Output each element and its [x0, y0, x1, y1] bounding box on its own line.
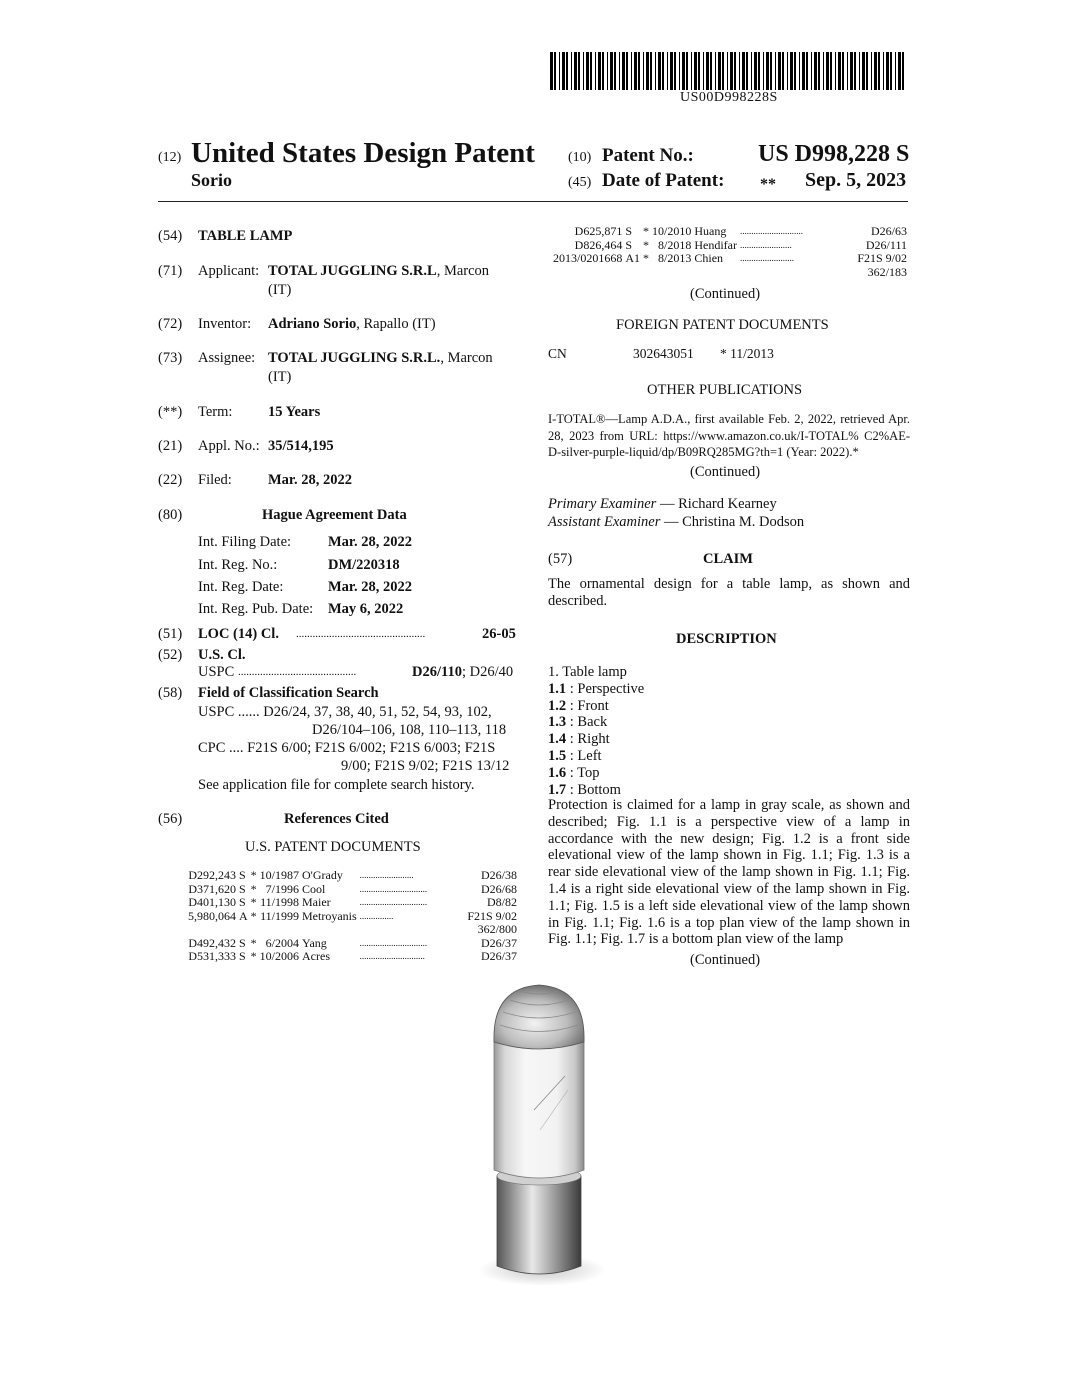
barcode-bar [751, 52, 752, 90]
reference-number: D401,130 [188, 895, 236, 909]
description-title: DESCRIPTION [676, 631, 777, 647]
barcode-bar [718, 52, 721, 90]
reference-number [188, 923, 239, 937]
barcode-bar [550, 52, 553, 90]
description-item-number: 1.3 [548, 714, 567, 731]
barcode-bar [902, 52, 904, 90]
reference-date: 10/2006 [259, 949, 300, 963]
barcode-bar [614, 52, 616, 90]
primary-examiner [548, 495, 777, 513]
barcode-bar [715, 52, 716, 90]
reference-number: 5,980,064 [188, 908, 236, 923]
reference-kind: S [239, 949, 246, 963]
primary-examiner-name: — Richard Kearney [659, 496, 777, 512]
barcode-bar [778, 52, 781, 90]
reference-number: 2013/0201668 [553, 251, 623, 265]
date-mark: ** [760, 176, 776, 193]
barcode-bar [586, 52, 589, 90]
barcode-bar [674, 52, 676, 90]
description-item [548, 782, 644, 799]
barcode-bar [602, 52, 604, 90]
f71-label: Applicant: [198, 263, 260, 279]
assignee-place: , Marcon [440, 350, 493, 366]
barcode-bar [571, 52, 572, 90]
barcode-bar [854, 52, 856, 90]
date-of-patent: Sep. 5, 2023 [805, 169, 907, 191]
barcode-bar [763, 52, 764, 90]
f72-label: Inventor: [198, 316, 252, 332]
reference-kind: S [625, 237, 633, 252]
foreign-country: CN [548, 346, 567, 361]
f72-code: (72) [158, 316, 183, 332]
reference-name: Hendifar [694, 237, 738, 252]
uspc-class [412, 663, 513, 681]
barcode-bar [835, 52, 836, 90]
reference-star [643, 266, 652, 280]
reference-dots: ........................ [359, 870, 414, 880]
barcode-bar [698, 52, 700, 90]
foreign-docs-title: FOREIGN PATENT DOCUMENTS [616, 317, 829, 333]
description-item [548, 731, 644, 748]
f73-label: Assignee: [198, 350, 256, 366]
assignee-country: (IT) [268, 369, 292, 385]
description-item [548, 698, 644, 715]
reference-class: D26/63 [871, 224, 907, 238]
barcode-bar [898, 52, 901, 90]
assignee [268, 349, 493, 367]
barcode-bar [679, 52, 680, 90]
reference-kind: S [239, 868, 246, 882]
us-references-table [188, 869, 520, 964]
barcode-bar [754, 52, 757, 90]
description-item [548, 681, 644, 698]
description-item-text: : Bottom [566, 781, 621, 798]
barcode-bar [631, 52, 632, 90]
reference-date: 8/2018 [658, 237, 692, 252]
description-item-number: 1.2 [548, 697, 567, 714]
uspc-label: USPC [198, 664, 235, 680]
filed-date: Mar. 28, 2022 [268, 472, 353, 488]
barcode-bar [598, 52, 601, 90]
description-item [548, 714, 644, 731]
barcode-bar [742, 52, 745, 90]
reference-name: Metroyanis [302, 908, 357, 923]
reference-class: F21S 9/02 [857, 251, 907, 265]
f58-code: (58) [158, 685, 183, 701]
reference-star: * [250, 895, 257, 909]
reference-dots [360, 923, 468, 937]
f21-label: Appl. No.: [198, 438, 260, 454]
inventor-name: Adriano Sorio [268, 316, 357, 332]
reference-class: D8/82 [487, 895, 517, 909]
f56-code: (56) [158, 811, 183, 827]
barcode-bar [787, 52, 788, 90]
barcode-bar [847, 52, 848, 90]
applicant-country: (IT) [268, 282, 292, 298]
reference-class: 362/183 [867, 264, 907, 279]
barcode-bar [610, 52, 613, 90]
reference-name: Maier [302, 895, 331, 909]
f21-code: (21) [158, 438, 183, 454]
description-item-text: : Back [566, 714, 608, 731]
barcode-bar [818, 52, 820, 90]
reference-row [188, 937, 520, 951]
f71-code: (71) [158, 263, 183, 279]
reference-dots: ............................ [740, 226, 804, 236]
reference-star: * [643, 237, 650, 252]
reference-dots [740, 266, 857, 280]
reference-row [553, 239, 910, 253]
reference-number: D625,871 [574, 224, 623, 238]
claim-code: (57) [548, 551, 573, 567]
hague-label-1: Int. Reg. No.: [198, 557, 278, 573]
barcode-bar [895, 52, 896, 90]
barcode-bar [634, 52, 637, 90]
description-item [548, 664, 644, 681]
barcode-bar [775, 52, 776, 90]
barcode-graphic [548, 52, 910, 90]
uscl-label: U.S. Cl. [198, 647, 246, 663]
description-item-number: 1.5 [548, 747, 567, 764]
barcode-text: US00D998228S [680, 90, 778, 105]
reference-date [652, 266, 694, 280]
reference-row [188, 923, 520, 937]
reference-name [694, 266, 740, 280]
code-10: (10) [568, 150, 592, 165]
reference-kind: S [625, 224, 633, 238]
uspc-class-other: ; D26/40 [461, 664, 514, 680]
search-history-note: See application file for complete search history. [198, 777, 475, 793]
term-label: Term: [198, 404, 233, 420]
barcode-bar [799, 52, 800, 90]
other-publication-text: I-TOTAL®—Lamp A.D.A., first available Feb. 2, 2022, retrieved Apr. 28, 2023 from URL: https://www.amazon.co.uk/I-TOTAL% C2%AE-D-silver-purple-liquid/dp/B09RQ285MG?th=1 (Year: 2022).* [548, 412, 910, 459]
f80-code: (80) [158, 507, 183, 523]
barcode-bar [811, 52, 812, 90]
reference-number: D292,243 [188, 868, 236, 882]
reference-star: * [250, 949, 257, 963]
continued-pubs: (Continued) [690, 464, 761, 480]
reference-dots: ............... [359, 910, 394, 921]
assistant-examiner [548, 513, 804, 531]
barcode-bar [559, 52, 560, 90]
inventor [268, 315, 436, 333]
barcode-bar [638, 52, 640, 90]
field-search-label: Field of Classification Search [198, 685, 379, 701]
field-search-uspc-2: D26/104–106, 108, 110–113, 118 [312, 722, 507, 738]
barcode-bar [607, 52, 608, 90]
reference-star: * [250, 868, 257, 882]
applicant-name: TOTAL JUGGLING S.R.L [268, 263, 437, 279]
f73-code: (73) [158, 350, 183, 366]
reference-dots: ....................... [740, 239, 792, 250]
field-search-cpc-1: CPC .... F21S 6/00; F21S 6/002; F21S 6/003; F21S [198, 740, 496, 756]
reference-date: 8/2013 [658, 251, 692, 265]
reference-name [302, 923, 360, 937]
barcode-bar [703, 52, 704, 90]
barcode-bar [578, 52, 580, 90]
applicant-place: , Marcon [436, 263, 490, 279]
barcode-bar [866, 52, 868, 90]
references-title: References Cited [284, 811, 389, 827]
reference-row [553, 252, 910, 266]
right-references-table [553, 225, 910, 279]
loc-class: 26-05 [482, 626, 516, 642]
term-value: 15 Years [268, 404, 321, 420]
reference-row [553, 266, 910, 280]
reference-row [188, 869, 520, 883]
hague-value-1: DM/220318 [328, 557, 400, 573]
table-lamp-drawing [470, 980, 610, 1292]
description-item [548, 765, 644, 782]
barcode-bar [734, 52, 736, 90]
barcode-bar [874, 52, 877, 90]
reference-kind: A [239, 908, 248, 923]
code-12: (12) [158, 150, 182, 165]
inventor-place: , Rapallo (IT) [356, 316, 436, 332]
barcode-bar [554, 52, 556, 90]
reference-date: 11/1999 [260, 908, 300, 923]
date-label: Date of Patent: [602, 170, 725, 191]
barcode-bar [655, 52, 656, 90]
foreign-number: 302643051 [633, 346, 694, 361]
description-list [548, 664, 644, 798]
description-item-text: : Perspective [566, 680, 645, 697]
reference-number: D826,464 [574, 237, 623, 252]
reference-number: D492,432 [188, 935, 236, 950]
barcode [548, 52, 910, 90]
barcode-bar [658, 52, 661, 90]
f52-code: (52) [158, 647, 183, 663]
reference-row [188, 950, 520, 964]
barcode-bar [890, 52, 892, 90]
barcode-bar [706, 52, 709, 90]
reference-class: D26/68 [481, 881, 517, 896]
barcode-bar [566, 52, 568, 90]
barcode-bar [670, 52, 673, 90]
description-item [548, 748, 644, 765]
hague-value-3: May 6, 2022 [328, 601, 404, 617]
reference-star: * [250, 881, 257, 896]
uspc-dots: ........................................... [238, 666, 357, 678]
barcode-bar [850, 52, 853, 90]
barcode-bar [842, 52, 844, 90]
barcode-bar [871, 52, 872, 90]
reference-dots: ........................ [740, 253, 795, 263]
barcode-bar [883, 52, 884, 90]
reference-dots: .............................. [359, 937, 428, 948]
barcode-bar [595, 52, 596, 90]
barcode-bar [739, 52, 740, 90]
document-type: United States Design Patent [191, 137, 535, 169]
barcode-bar [823, 52, 824, 90]
assignee-name: TOTAL JUGGLING S.R.L. [268, 350, 441, 366]
description-item-text: : Left [566, 747, 602, 764]
us-patent-docs-title: U.S. PATENT DOCUMENTS [245, 839, 421, 855]
f22-code: (22) [158, 472, 183, 488]
barcode-bar [878, 52, 880, 90]
reference-dots: .............................. [359, 897, 428, 907]
reference-class: D26/111 [865, 237, 907, 252]
f54-code: (54) [158, 228, 183, 244]
loc-dots: ............................................... [296, 628, 426, 640]
barcode-bar [830, 52, 832, 90]
barcode-bar [758, 52, 760, 90]
uspc-class-main: D26/110 [412, 664, 462, 680]
f22-label: Filed: [198, 472, 232, 488]
barcode-bar [782, 52, 784, 90]
barcode-bar [766, 52, 769, 90]
barcode-bar [838, 52, 841, 90]
barcode-bar [590, 52, 592, 90]
reference-row [188, 910, 520, 924]
reference-name: Yang [302, 935, 327, 950]
inventor-surname: Sorio [191, 170, 233, 190]
barcode-bar [626, 52, 628, 90]
barcode-bar [886, 52, 889, 90]
reference-name: Huang [694, 224, 727, 238]
barcode-bar [691, 52, 692, 90]
barcode-bar [746, 52, 748, 90]
description-item-number: 1.1 [548, 680, 567, 697]
barcode-bar [646, 52, 649, 90]
reference-kind [625, 266, 643, 280]
barcode-bar [806, 52, 808, 90]
barcode-bar [619, 52, 620, 90]
reference-date: 10/2010 [652, 224, 692, 238]
barcode-bar [727, 52, 728, 90]
reference-date: 6/2004 [265, 935, 300, 950]
barcode-bar [643, 52, 644, 90]
protection-text: Protection is claimed for a lamp in gray scale, as shown and described; Fig. 1.1 is a perspective view of a lamp in accordance with the new design; Fig. 1.2 is a front side elevational view of the lamp shown in Fig. 1.1; Fig. 1.3 is a rear side elevational view of the lamp shown in Fig. 1.1; Fig. 1.4 is a right side elevational view of the lamp shown in Fig. 1.1; Fig. 1.5 is a left side elevational view of the lamp shown in Fig. 1.1; Fig. 1.6 is a top plan view of the lamp shown in Fig. 1.1; Fig. 1.7 is a bottom plan view of the lamp [548, 797, 910, 948]
appl-number: 35/514,195 [268, 438, 334, 454]
barcode-bar [859, 52, 860, 90]
description-item-number: 1.6 [548, 764, 567, 781]
reference-name: Chien [694, 251, 724, 265]
barcode-bar [710, 52, 712, 90]
hague-label-2: Int. Reg. Date: [198, 579, 284, 595]
claim-text: The ornamental design for a table lamp, as shown and described. [548, 576, 910, 609]
reference-kind: A1 [625, 251, 641, 265]
barcode-bar [686, 52, 688, 90]
hague-label-0: Int. Filing Date: [198, 534, 292, 550]
foreign-date: * 11/2013 [720, 346, 774, 361]
reference-date [260, 923, 302, 937]
hague-value-2: Mar. 28, 2022 [328, 579, 413, 595]
continued-refs: (Continued) [690, 286, 761, 302]
reference-date: 11/1998 [260, 895, 300, 909]
reference-star: * [250, 908, 257, 923]
title: TABLE LAMP [198, 228, 293, 244]
reference-dots: .............................. [359, 883, 428, 894]
description-item-number: 1. [548, 664, 559, 680]
barcode-bar [682, 52, 685, 90]
barcode-bar [562, 52, 565, 90]
reference-kind [239, 923, 251, 937]
other-publications-title: OTHER PUBLICATIONS [647, 382, 803, 398]
reference-star: * [250, 935, 257, 950]
hague-title: Hague Agreement Data [262, 507, 407, 523]
loc-label: LOC (14) Cl. [198, 626, 279, 642]
barcode-bar [667, 52, 668, 90]
reference-kind: S [239, 935, 246, 950]
applicant [268, 262, 489, 280]
patent-no-label: Patent No.: [602, 145, 694, 166]
reference-kind: S [239, 881, 246, 896]
barcode-bar [794, 52, 796, 90]
barcode-bar [730, 52, 733, 90]
barcode-bar [862, 52, 865, 90]
f51-code: (51) [158, 626, 183, 642]
reference-star: * [643, 251, 650, 265]
reference-date: 7/1996 [265, 881, 300, 896]
assistant-examiner-name: — Christina M. Dodson [664, 514, 805, 530]
reference-class: D26/38 [481, 868, 517, 882]
primary-examiner-label: Primary Examiner [548, 496, 657, 512]
reference-name: O'Grady [302, 868, 343, 882]
barcode-bar [770, 52, 772, 90]
code-45: (45) [568, 175, 592, 190]
barcode-bar [583, 52, 584, 90]
reference-class: D26/37 [481, 949, 517, 963]
description-item-text: : Front [566, 697, 609, 714]
reference-star [251, 923, 260, 937]
barcode-bar [694, 52, 697, 90]
description-item-text: Table lamp [558, 664, 627, 680]
patent-number: US D998,228 S [758, 141, 910, 167]
description-item-text: : Right [566, 731, 610, 748]
reference-number: D371,620 [188, 881, 236, 896]
reference-class: D26/37 [481, 935, 517, 950]
reference-star: * [643, 224, 650, 238]
reference-date: 10/1987 [259, 868, 300, 882]
reference-class: F21S 9/02 [467, 908, 517, 923]
reference-number: D531,333 [188, 949, 236, 963]
barcode-bar [814, 52, 817, 90]
barcode-bar [650, 52, 652, 90]
table-lamp-figure [470, 980, 610, 1292]
reference-row [188, 883, 520, 897]
hague-label-3: Int. Reg. Pub. Date: [198, 601, 314, 617]
barcode-bar [802, 52, 805, 90]
assistant-examiner-label: Assistant Examiner [548, 514, 661, 530]
reference-dots: ............................. [359, 951, 425, 961]
continued-description: (Continued) [690, 952, 761, 968]
description-item-text: : Top [566, 764, 600, 781]
header-rule [158, 201, 908, 202]
barcode-bar [622, 52, 625, 90]
reference-number [553, 266, 625, 280]
reference-kind: S [239, 895, 246, 909]
description-item-number: 1.7 [548, 781, 567, 798]
term-code: (**) [158, 404, 183, 420]
reference-class: 362/800 [477, 922, 517, 936]
barcode-bar [662, 52, 664, 90]
reference-row [553, 225, 910, 239]
description-item-number: 1.4 [548, 731, 567, 748]
reference-name: Acres [302, 949, 330, 963]
hague-value-0: Mar. 28, 2022 [328, 534, 413, 550]
barcode-bar [790, 52, 793, 90]
claim-title: CLAIM [703, 551, 753, 567]
barcode-bar [722, 52, 724, 90]
barcode-bar [826, 52, 829, 90]
barcode-bar [574, 52, 577, 90]
reference-row [188, 896, 520, 910]
reference-name: Cool [302, 881, 326, 896]
field-search-uspc-1: USPC ...... D26/24, 37, 38, 40, 51, 52, 54, 93, 102, [198, 704, 492, 720]
field-search-cpc-2: 9/00; F21S 9/02; F21S 13/12 [341, 758, 510, 774]
